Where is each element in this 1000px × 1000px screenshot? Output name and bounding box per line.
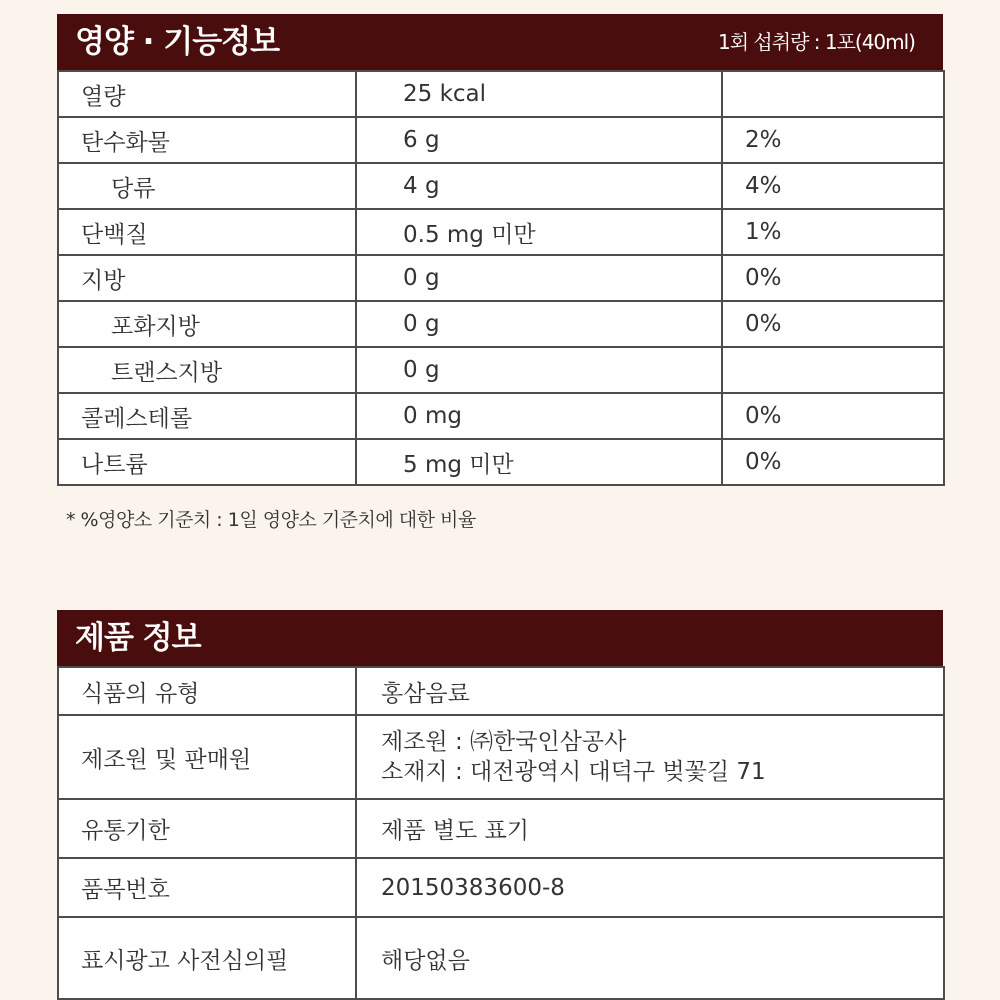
nutrient-name: 탄수화물 bbox=[58, 117, 356, 163]
nutrient-percent: 0% bbox=[722, 255, 944, 301]
table-row bbox=[58, 393, 944, 439]
nutrient-name: 트랜스지방 bbox=[58, 347, 356, 393]
product-label: 제조원 및 판매원 bbox=[58, 715, 356, 799]
nutrient-name: 열량 bbox=[58, 71, 356, 117]
product-value bbox=[356, 715, 944, 799]
table-row bbox=[58, 917, 944, 999]
nutrient-amount: 25 kcal bbox=[356, 71, 722, 117]
nutrient-percent: 4% bbox=[722, 163, 944, 209]
nutrition-section bbox=[57, 14, 943, 486]
nutrient-name: 단백질 bbox=[58, 209, 356, 255]
product-value: 제품 별도 표기 bbox=[356, 799, 944, 858]
table-row bbox=[58, 715, 944, 799]
table-row bbox=[58, 209, 944, 255]
table-row bbox=[58, 255, 944, 301]
manufacturer-line: 제조원 : ㈜한국인삼공사 bbox=[381, 729, 627, 755]
table-row bbox=[58, 799, 944, 858]
product-title: 제품 정보 bbox=[75, 620, 201, 656]
product-label: 식품의 유형 bbox=[58, 667, 356, 715]
nutrient-amount: 0.5 mg 미만 bbox=[356, 209, 722, 255]
nutrient-amount: 4 g bbox=[356, 163, 722, 209]
footnote: * %영양소 기준치 : 1일 영양소 기준치에 대한 비율 bbox=[66, 509, 476, 531]
product-section bbox=[57, 610, 943, 1000]
nutrient-amount: 0 g bbox=[356, 301, 722, 347]
nutrition-table bbox=[57, 70, 945, 486]
nutrient-name: 포화지방 bbox=[58, 301, 356, 347]
table-row bbox=[58, 301, 944, 347]
table-row bbox=[58, 439, 944, 485]
nutrient-percent: 1% bbox=[722, 209, 944, 255]
nutrient-amount: 6 g bbox=[356, 117, 722, 163]
nutrient-name: 지방 bbox=[58, 255, 356, 301]
product-label: 표시광고 사전심의필 bbox=[58, 917, 356, 999]
product-table bbox=[57, 666, 945, 1000]
nutrient-name: 당류 bbox=[58, 163, 356, 209]
nutrition-title: 영양 · 기능정보 bbox=[75, 24, 280, 60]
nutrient-name: 나트륨 bbox=[58, 439, 356, 485]
nutrient-amount: 0 g bbox=[356, 255, 722, 301]
table-row bbox=[58, 117, 944, 163]
nutrient-percent: 0% bbox=[722, 393, 944, 439]
serving-size: 1회 섭취량 : 1포(40ml) bbox=[718, 30, 915, 54]
product-value: 홍삼음료 bbox=[356, 667, 944, 715]
nutrient-percent bbox=[722, 71, 944, 117]
nutrient-percent bbox=[722, 347, 944, 393]
product-value: 해당없음 bbox=[356, 917, 944, 999]
table-row bbox=[58, 163, 944, 209]
nutrient-name: 콜레스테롤 bbox=[58, 393, 356, 439]
table-row bbox=[58, 71, 944, 117]
product-header bbox=[57, 610, 943, 666]
nutrient-amount: 5 mg 미만 bbox=[356, 439, 722, 485]
nutrient-percent: 2% bbox=[722, 117, 944, 163]
table-row bbox=[58, 347, 944, 393]
table-row bbox=[58, 667, 944, 715]
nutrition-header bbox=[57, 14, 943, 70]
table-row bbox=[58, 858, 944, 917]
address-line: 소재지 : 대전광역시 대덕구 벚꽃길 71 bbox=[381, 759, 766, 785]
nutrient-amount: 0 mg bbox=[356, 393, 722, 439]
product-label: 품목번호 bbox=[58, 858, 356, 917]
nutrient-percent: 0% bbox=[722, 439, 944, 485]
nutrient-percent: 0% bbox=[722, 301, 944, 347]
product-label: 유통기한 bbox=[58, 799, 356, 858]
nutrient-amount: 0 g bbox=[356, 347, 722, 393]
product-value: 20150383600-8 bbox=[356, 858, 944, 917]
